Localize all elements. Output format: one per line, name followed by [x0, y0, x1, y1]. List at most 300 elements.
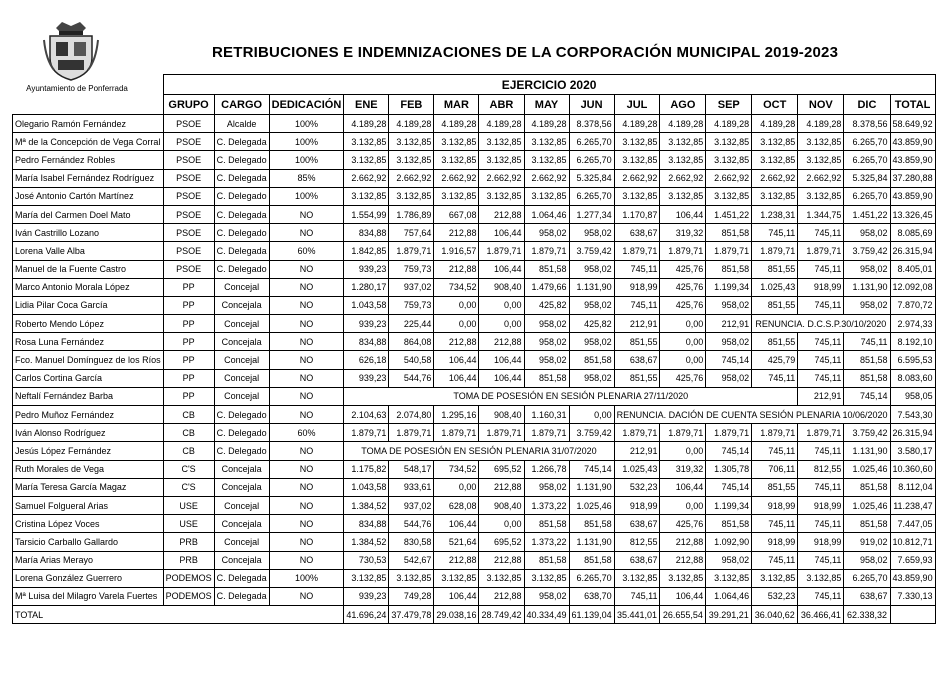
month-value: 425,82 [569, 315, 614, 333]
member-name: Roberto Mendo López [13, 315, 164, 333]
month-value: 745,11 [798, 478, 844, 496]
month-value: 6.265,70 [844, 569, 890, 587]
month-value: 1.199,34 [706, 496, 752, 514]
month-value: 4.189,28 [706, 115, 752, 133]
table-row [13, 133, 936, 151]
month-value: 1.384,52 [344, 533, 389, 551]
cargo-cell: C. Delegado [214, 187, 269, 205]
month-value: 3.132,85 [434, 133, 479, 151]
table-row [13, 205, 936, 223]
month-value: 1.879,71 [798, 242, 844, 260]
month-value: 6.265,70 [569, 133, 614, 151]
month-value: 851,58 [844, 478, 890, 496]
month-value: 0,00 [434, 296, 479, 314]
dedicacion-cell: 85% [269, 169, 344, 187]
column-header-feb: FEB [389, 95, 434, 115]
table-row [13, 315, 936, 333]
month-value: 1.879,71 [614, 424, 660, 442]
total-value: 7.543,30 [890, 406, 935, 424]
month-total: 40.334,49 [524, 606, 569, 624]
month-value: 3.132,85 [614, 187, 660, 205]
month-value: 851,58 [524, 260, 569, 278]
month-value: 2.074,80 [389, 406, 434, 424]
dedicacion-cell: NO [269, 351, 344, 369]
month-value: 3.132,85 [706, 187, 752, 205]
month-value: 6.265,70 [569, 187, 614, 205]
month-value: 3.132,85 [479, 187, 524, 205]
dedicacion-cell: 100% [269, 133, 344, 151]
month-value: 1.266,78 [524, 460, 569, 478]
month-value: 425,76 [660, 296, 706, 314]
month-value: 2.662,92 [614, 169, 660, 187]
member-name: María Isabel Fernández Rodríguez [13, 169, 164, 187]
month-value: 212,88 [479, 551, 524, 569]
month-value: 757,64 [389, 224, 434, 242]
month-value: 1.131,90 [844, 278, 890, 296]
month-value: 958,02 [706, 296, 752, 314]
month-value: 745,11 [614, 260, 660, 278]
month-value: 3.132,85 [524, 133, 569, 151]
member-name: Marco Antonio Morala López [13, 278, 164, 296]
month-value: 4.189,28 [344, 115, 389, 133]
month-value: 939,23 [344, 260, 389, 278]
month-value: 1.131,90 [569, 278, 614, 296]
cargo-cell: C. Delegado [214, 224, 269, 242]
month-value: 3.132,85 [798, 133, 844, 151]
dedicacion-cell: 100% [269, 115, 344, 133]
month-value: 3.132,85 [614, 151, 660, 169]
member-name: María Arias Merayo [13, 551, 164, 569]
month-value: 532,23 [614, 478, 660, 496]
month-value: 3.132,85 [344, 187, 389, 205]
month-value: 3.132,85 [389, 187, 434, 205]
cargo-cell: C. Delegado [214, 442, 269, 460]
month-total: 61.139,04 [569, 606, 614, 624]
dedicacion-cell: NO [269, 533, 344, 551]
cargo-cell: Concejala [214, 296, 269, 314]
grupo-cell: PSOE [163, 224, 214, 242]
member-name: Lorena González Guerrero [13, 569, 164, 587]
month-value: 3.759,42 [844, 424, 890, 442]
month-value: 908,40 [479, 278, 524, 296]
month-value: 745,11 [798, 442, 844, 460]
month-value: 745,11 [798, 369, 844, 387]
month-value: 958,02 [524, 315, 569, 333]
month-value: 3.132,85 [479, 151, 524, 169]
month-value: 1.879,71 [752, 424, 798, 442]
month-value: 3.132,85 [706, 151, 752, 169]
ejercicio-header: EJERCICIO 2020 [163, 75, 935, 95]
month-value: 2.662,92 [752, 169, 798, 187]
table-row [13, 369, 936, 387]
dedicacion-cell: NO [269, 587, 344, 605]
total-value: 43.859,90 [890, 187, 935, 205]
total-value: 7.870,72 [890, 296, 935, 314]
month-value: 3.132,85 [752, 133, 798, 151]
column-header-abr: ABR [479, 95, 524, 115]
grupo-cell: PP [163, 333, 214, 351]
dedicacion-cell: NO [269, 442, 344, 460]
month-value: 3.132,85 [344, 151, 389, 169]
month-value: 2.662,92 [524, 169, 569, 187]
month-value: 939,23 [344, 315, 389, 333]
month-value: 212,88 [434, 260, 479, 278]
cargo-cell: C. Delegada [214, 133, 269, 151]
month-value: 958,02 [524, 351, 569, 369]
month-value: 958,02 [569, 333, 614, 351]
grupo-cell: PP [163, 387, 214, 405]
month-value: 1.064,46 [524, 205, 569, 223]
month-value: 212,91 [706, 315, 752, 333]
month-value: 532,23 [752, 587, 798, 605]
month-value: 1.199,34 [706, 278, 752, 296]
month-value: 918,99 [614, 496, 660, 514]
month-value: 212,88 [660, 551, 706, 569]
month-value: 745,11 [752, 224, 798, 242]
month-value: 958,02 [524, 224, 569, 242]
month-value: 628,08 [434, 496, 479, 514]
month-value: 918,99 [798, 533, 844, 551]
month-value: 958,02 [706, 551, 752, 569]
month-value: 1.238,31 [752, 205, 798, 223]
member-name: Mª de la Concepción de Vega Corral [13, 133, 164, 151]
table-row [13, 296, 936, 314]
month-value: 1.043,58 [344, 478, 389, 496]
month-value: 638,67 [844, 587, 890, 605]
total-value: 37.280,88 [890, 169, 935, 187]
cargo-cell: Concejala [214, 478, 269, 496]
month-value: 4.189,28 [660, 115, 706, 133]
grupo-cell: CB [163, 406, 214, 424]
total-value: 8.192,10 [890, 333, 935, 351]
table-row [13, 478, 936, 496]
month-value: 638,67 [614, 515, 660, 533]
month-value: 3.132,85 [344, 133, 389, 151]
cargo-cell: Concejal [214, 496, 269, 514]
total-value: 43.859,90 [890, 133, 935, 151]
month-value: 730,53 [344, 551, 389, 569]
month-value: 106,44 [479, 369, 524, 387]
grupo-cell: PSOE [163, 115, 214, 133]
dedicacion-cell: NO [269, 260, 344, 278]
month-value: 2.662,92 [798, 169, 844, 187]
month-value: 958,02 [844, 551, 890, 569]
grupo-cell: PSOE [163, 260, 214, 278]
member-name: Pedro Muñoz Fernández [13, 406, 164, 424]
month-value: 1.344,75 [798, 205, 844, 223]
total-value: 26.315,94 [890, 424, 935, 442]
month-total: 36.466,41 [798, 606, 844, 624]
grupo-cell: PP [163, 369, 214, 387]
month-value: 3.132,85 [798, 187, 844, 205]
month-value: 1.879,71 [389, 242, 434, 260]
month-total: 41.696,24 [344, 606, 389, 624]
month-value: 759,73 [389, 296, 434, 314]
month-value: 8.378,56 [844, 115, 890, 133]
month-value: 2.662,92 [479, 169, 524, 187]
month-value: 851,58 [569, 515, 614, 533]
table-row [13, 496, 936, 514]
month-value: 958,02 [844, 224, 890, 242]
month-value: 745,14 [844, 387, 890, 405]
month-value: 1.025,46 [569, 496, 614, 514]
dedicacion-cell: NO [269, 515, 344, 533]
month-value: 918,99 [614, 278, 660, 296]
grupo-cell: PRB [163, 533, 214, 551]
month-value: 851,55 [752, 333, 798, 351]
month-value: 0,00 [434, 315, 479, 333]
month-value: 1.025,43 [752, 278, 798, 296]
month-value: 638,67 [614, 351, 660, 369]
grupo-cell: PODEMOS [163, 569, 214, 587]
dedicacion-cell: 100% [269, 569, 344, 587]
month-value: 4.189,28 [479, 115, 524, 133]
total-value: 6.595,53 [890, 351, 935, 369]
month-value: 3.132,85 [752, 569, 798, 587]
month-value: 319,32 [660, 224, 706, 242]
cargo-cell: C. Delegada [214, 169, 269, 187]
table-row [13, 224, 936, 242]
month-value: 1.879,71 [752, 242, 798, 260]
month-value: 106,44 [479, 351, 524, 369]
month-value: 745,11 [798, 224, 844, 242]
month-value: 212,88 [434, 224, 479, 242]
month-value: 3.132,85 [706, 569, 752, 587]
totals-label: TOTAL [13, 606, 344, 624]
month-value: 106,44 [479, 260, 524, 278]
note-cell: TOMA DE POSESIÓN EN SESIÓN PLENARIA 31/07/2020 [344, 442, 614, 460]
total-value: 8.405,01 [890, 260, 935, 278]
month-value: 3.132,85 [706, 133, 752, 151]
column-header-ene: ENE [344, 95, 389, 115]
month-value: 958,02 [569, 369, 614, 387]
column-header-oct: OCT [752, 95, 798, 115]
month-value: 918,99 [752, 533, 798, 551]
month-value: 544,76 [389, 515, 434, 533]
month-value: 3.132,85 [614, 133, 660, 151]
month-value: 4.189,28 [434, 115, 479, 133]
note-cell: TOMA DE POSESIÓN EN SESIÓN PLENARIA 27/11/2020 [344, 387, 798, 405]
member-name: Iván Castrillo Lozano [13, 224, 164, 242]
month-value: 0,00 [660, 315, 706, 333]
month-value: 1.043,58 [344, 296, 389, 314]
table-row [13, 406, 936, 424]
month-value: 319,32 [660, 460, 706, 478]
cargo-cell: C. Delegada [214, 242, 269, 260]
month-value: 1.879,71 [524, 242, 569, 260]
month-value: 918,99 [798, 278, 844, 296]
total-value: 12.092,08 [890, 278, 935, 296]
month-value: 1.160,31 [524, 406, 569, 424]
month-value: 6.265,70 [569, 151, 614, 169]
table-row [13, 569, 936, 587]
month-value: 0,00 [660, 333, 706, 351]
month-value: 4.189,28 [614, 115, 660, 133]
month-value: 812,55 [614, 533, 660, 551]
cargo-cell: C. Delegado [214, 406, 269, 424]
month-total: 62.338,32 [844, 606, 890, 624]
total-value: 7.659,93 [890, 551, 935, 569]
month-value: 933,61 [389, 478, 434, 496]
month-value: 851,58 [844, 515, 890, 533]
month-value: 834,88 [344, 333, 389, 351]
month-value: 918,99 [752, 496, 798, 514]
month-value: 830,58 [389, 533, 434, 551]
member-name: Jesús López Fernández [13, 442, 164, 460]
month-value: 958,02 [706, 333, 752, 351]
table-row [13, 587, 936, 605]
month-value: 734,52 [434, 278, 479, 296]
month-value: 937,02 [389, 496, 434, 514]
month-value: 851,58 [706, 260, 752, 278]
month-value: 958,02 [844, 260, 890, 278]
month-value: 6.265,70 [844, 187, 890, 205]
month-value: 106,44 [434, 369, 479, 387]
total-value: 11.238,47 [890, 496, 935, 514]
month-value: 1.131,90 [844, 442, 890, 460]
month-value: 851,55 [752, 478, 798, 496]
cargo-cell: Concejal [214, 369, 269, 387]
dedicacion-cell: 100% [269, 187, 344, 205]
month-value: 1.451,22 [844, 205, 890, 223]
month-value: 3.759,42 [569, 242, 614, 260]
month-total: 28.749,42 [479, 606, 524, 624]
member-name: Iván Alonso Rodríguez [13, 424, 164, 442]
month-value: 1.175,82 [344, 460, 389, 478]
month-value: 0,00 [660, 351, 706, 369]
month-value: 0,00 [660, 442, 706, 460]
month-value: 6.265,70 [844, 133, 890, 151]
month-value: 734,52 [434, 460, 479, 478]
month-value: 706,11 [752, 460, 798, 478]
month-value: 695,52 [479, 460, 524, 478]
month-value: 667,08 [434, 205, 479, 223]
month-value: 626,18 [344, 351, 389, 369]
grupo-cell: PSOE [163, 242, 214, 260]
month-value: 958,02 [524, 478, 569, 496]
member-name: Neftalí Fernández Barba [13, 387, 164, 405]
month-value: 3.132,85 [524, 187, 569, 205]
month-value: 1.373,22 [524, 533, 569, 551]
month-value: 939,23 [344, 369, 389, 387]
month-value: 2.104,63 [344, 406, 389, 424]
month-value: 3.132,85 [660, 151, 706, 169]
table-row [13, 333, 936, 351]
month-value: 425,79 [752, 351, 798, 369]
month-value: 958,02 [524, 333, 569, 351]
grupo-cell: PP [163, 351, 214, 369]
month-value: 3.132,85 [389, 133, 434, 151]
member-name: Tarsicio Carballo Gallardo [13, 533, 164, 551]
column-header-mar: MAR [434, 95, 479, 115]
month-value: 3.132,85 [389, 569, 434, 587]
cargo-cell: C. Delegada [214, 587, 269, 605]
month-value: 851,58 [569, 551, 614, 569]
month-value: 1.305,78 [706, 460, 752, 478]
column-header-dedicación: DEDICACIÓN [269, 95, 344, 115]
total-value: 13.326,45 [890, 205, 935, 223]
cargo-cell: Concejal [214, 351, 269, 369]
month-value: 212,88 [479, 333, 524, 351]
month-value: 425,76 [660, 278, 706, 296]
total-value: 8.085,69 [890, 224, 935, 242]
member-name: Ruth Morales de Vega [13, 460, 164, 478]
month-value: 212,88 [479, 587, 524, 605]
month-value: 106,44 [660, 587, 706, 605]
month-value: 540,58 [389, 351, 434, 369]
month-value: 3.132,85 [389, 151, 434, 169]
month-value: 1.842,85 [344, 242, 389, 260]
month-value: 212,88 [434, 333, 479, 351]
cargo-cell: Concejal [214, 533, 269, 551]
month-value: 5.325,84 [569, 169, 614, 187]
month-value: 544,76 [389, 369, 434, 387]
cargo-cell: C. Delegada [214, 205, 269, 223]
month-value: 2.662,92 [660, 169, 706, 187]
member-name: Cristina López Voces [13, 515, 164, 533]
month-value: 1.879,71 [706, 424, 752, 442]
month-value: 212,88 [434, 551, 479, 569]
month-value: 1.092,90 [706, 533, 752, 551]
month-value: 745,11 [752, 551, 798, 569]
month-value: 638,67 [614, 224, 660, 242]
dedicacion-cell: NO [269, 460, 344, 478]
month-value: 937,02 [389, 278, 434, 296]
month-value: 695,52 [479, 533, 524, 551]
month-value: 106,44 [479, 224, 524, 242]
month-value: 6.265,70 [569, 569, 614, 587]
cargo-cell: Concejal [214, 278, 269, 296]
month-value: 212,91 [614, 315, 660, 333]
month-value: 745,11 [798, 587, 844, 605]
month-value: 8.378,56 [569, 115, 614, 133]
month-value: 958,02 [706, 369, 752, 387]
month-value: 851,55 [614, 333, 660, 351]
table-row [13, 151, 936, 169]
total-value: 2.974,33 [890, 315, 935, 333]
total-value: 7.330,13 [890, 587, 935, 605]
month-value: 745,14 [569, 460, 614, 478]
table-row [13, 387, 936, 405]
month-value: 1.373,22 [524, 496, 569, 514]
month-value: 1.025,46 [844, 460, 890, 478]
month-value: 919,02 [844, 533, 890, 551]
month-value: 1.879,71 [660, 242, 706, 260]
note-cell: RENUNCIA. DACIÓN DE CUENTA SESIÓN PLENARIA 10/06/2020 [614, 406, 890, 424]
dedicacion-cell: NO [269, 205, 344, 223]
month-value: 958,02 [569, 260, 614, 278]
month-value: 745,11 [614, 587, 660, 605]
month-value: 106,44 [434, 515, 479, 533]
month-value: 3.132,85 [798, 151, 844, 169]
month-value: 745,11 [798, 260, 844, 278]
month-value: 851,58 [844, 369, 890, 387]
month-value: 1.025,46 [844, 496, 890, 514]
month-value: 1.879,71 [614, 242, 660, 260]
month-value: 851,55 [614, 369, 660, 387]
month-value: 3.132,85 [660, 187, 706, 205]
month-value: 958,02 [569, 296, 614, 314]
month-value: 3.132,85 [434, 151, 479, 169]
month-value: 1.879,71 [706, 242, 752, 260]
grupo-cell: PRB [163, 551, 214, 569]
dedicacion-cell: NO [269, 333, 344, 351]
table-row [13, 551, 936, 569]
grupo-cell: PSOE [163, 205, 214, 223]
month-value: 542,67 [389, 551, 434, 569]
month-value: 3.132,85 [344, 569, 389, 587]
month-total: 26.655,54 [660, 606, 706, 624]
